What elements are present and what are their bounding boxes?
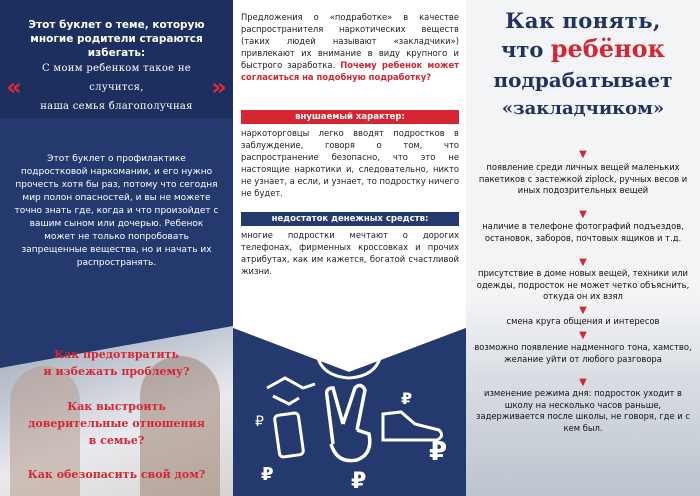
quote-banner xyxy=(4,62,229,112)
main-title xyxy=(472,8,694,123)
middle-panel xyxy=(233,0,466,496)
title-line-4: «закладчиком» xyxy=(501,98,665,119)
illustration-svg xyxy=(233,284,466,496)
reason-suggestible-text: наркоторговцы легко вводят подростков в заблуждение, говоря о том, что распространение безопасно, что это не настоящие наркотики и, следовательно, никто не узнает, а если, и узнает, то подростку ничего не будет. xyxy=(241,128,460,198)
sign-item: присутствие в доме новых вещей, техники или одежды, подросток не может четко объяснить, откуда он их взял xyxy=(476,268,690,302)
ruble-icon: ₽ xyxy=(429,437,448,467)
right-chevron-icon: » xyxy=(211,73,227,101)
sign-item: возможно появление надменного тона, хамство, желание уйти от любого разговора xyxy=(474,342,692,364)
reason-money-text: многие подростки мечтают о дорогих телефонах, фирменных кроссовках и прочих атрибутах, как им кажется, богатой счастливой жизни. xyxy=(241,230,459,276)
question-line: и избежать проблему? xyxy=(43,365,190,379)
offers-paragraph xyxy=(241,12,459,84)
question-line: Как предотвратить xyxy=(54,348,179,361)
title-highlight: ребёнок xyxy=(550,34,665,63)
question-line: Как выстроить xyxy=(67,400,166,413)
sign-item: смена круга общения и интересов xyxy=(506,316,660,326)
question-home: Как обезопасить свой дом? xyxy=(27,468,206,481)
quote-line-1: С моим ребенком такое не случится, xyxy=(41,62,192,93)
ruble-icon: ₽ xyxy=(261,464,274,485)
sign-item: изменение режима дня: подросток уходит в школу на несколько часов раньше, задерживается после школы, не говоря, где и с кем был. xyxy=(475,388,690,433)
left-panel xyxy=(0,0,233,496)
question-prevent xyxy=(8,346,225,380)
intro-body: Этот буклет о профилактике подростковой наркомании, и его нужно прочесть хотя бы раз, потому что сегодня мир полон опасностей, и вы не можете точно знать где, когда и что произойдет с вашим сыном или дочерью. Ребенок может не только попробовать запрещенные вещества, но и начать их распространять. xyxy=(14,154,219,269)
title-line-1: Как понять, xyxy=(505,8,661,33)
chevron-down-icon: ▼ xyxy=(579,257,587,268)
title-word: что xyxy=(501,37,544,62)
sign-item: наличие в телефоне фотографий подъездов, остановок, заборов, почтовых ящиков и т.д. xyxy=(482,221,684,243)
question-line: доверительные отношения xyxy=(28,417,205,431)
ruble-icon: ₽ xyxy=(338,335,360,370)
offers-text: Предложения о «подработке» в качестве распространителя наркотических веществ (таких людей называют «закладчики») привлекают их внимание в виду крупного и быстрого заработка. xyxy=(241,12,459,70)
chevron-down-icon: ▼ xyxy=(579,149,587,160)
question-line: в семье? xyxy=(88,434,145,448)
title-line-3: подрабатывает xyxy=(493,68,673,92)
quote-line-2: наша семья благополучная xyxy=(40,100,193,112)
quote-text xyxy=(24,59,209,116)
chevron-down-icon: ▼ xyxy=(579,209,587,220)
reason-bar-suggestible: внушаемый характер: xyxy=(241,110,459,124)
chevron-down-icon: ▼ xyxy=(579,330,587,341)
right-panel xyxy=(466,0,700,496)
ruble-icon: ₽ xyxy=(351,469,367,494)
ruble-icon: ₽ xyxy=(255,414,264,430)
question-trust xyxy=(8,398,225,449)
sign-item: появление среди личных вещей маленьких пакетиков с застежкой ziplock, ручных весов и иных подозрительных вещей xyxy=(478,162,688,196)
ruble-icon: ₽ xyxy=(401,389,413,408)
intro-text: Этот буклет о теме, которую многие родители стараются избегать: xyxy=(28,19,205,60)
chevron-down-icon: ▼ xyxy=(579,377,587,388)
left-chevron-icon: « xyxy=(6,73,22,101)
title-line-2 xyxy=(472,34,694,65)
chevron-down-icon: ▼ xyxy=(579,305,587,316)
reason-bar-money: недостаток денежных средств: xyxy=(241,212,459,226)
money-illustration xyxy=(233,284,466,496)
offers-question: Почему ребенок может согласиться на подобную подработку? xyxy=(241,59,459,82)
